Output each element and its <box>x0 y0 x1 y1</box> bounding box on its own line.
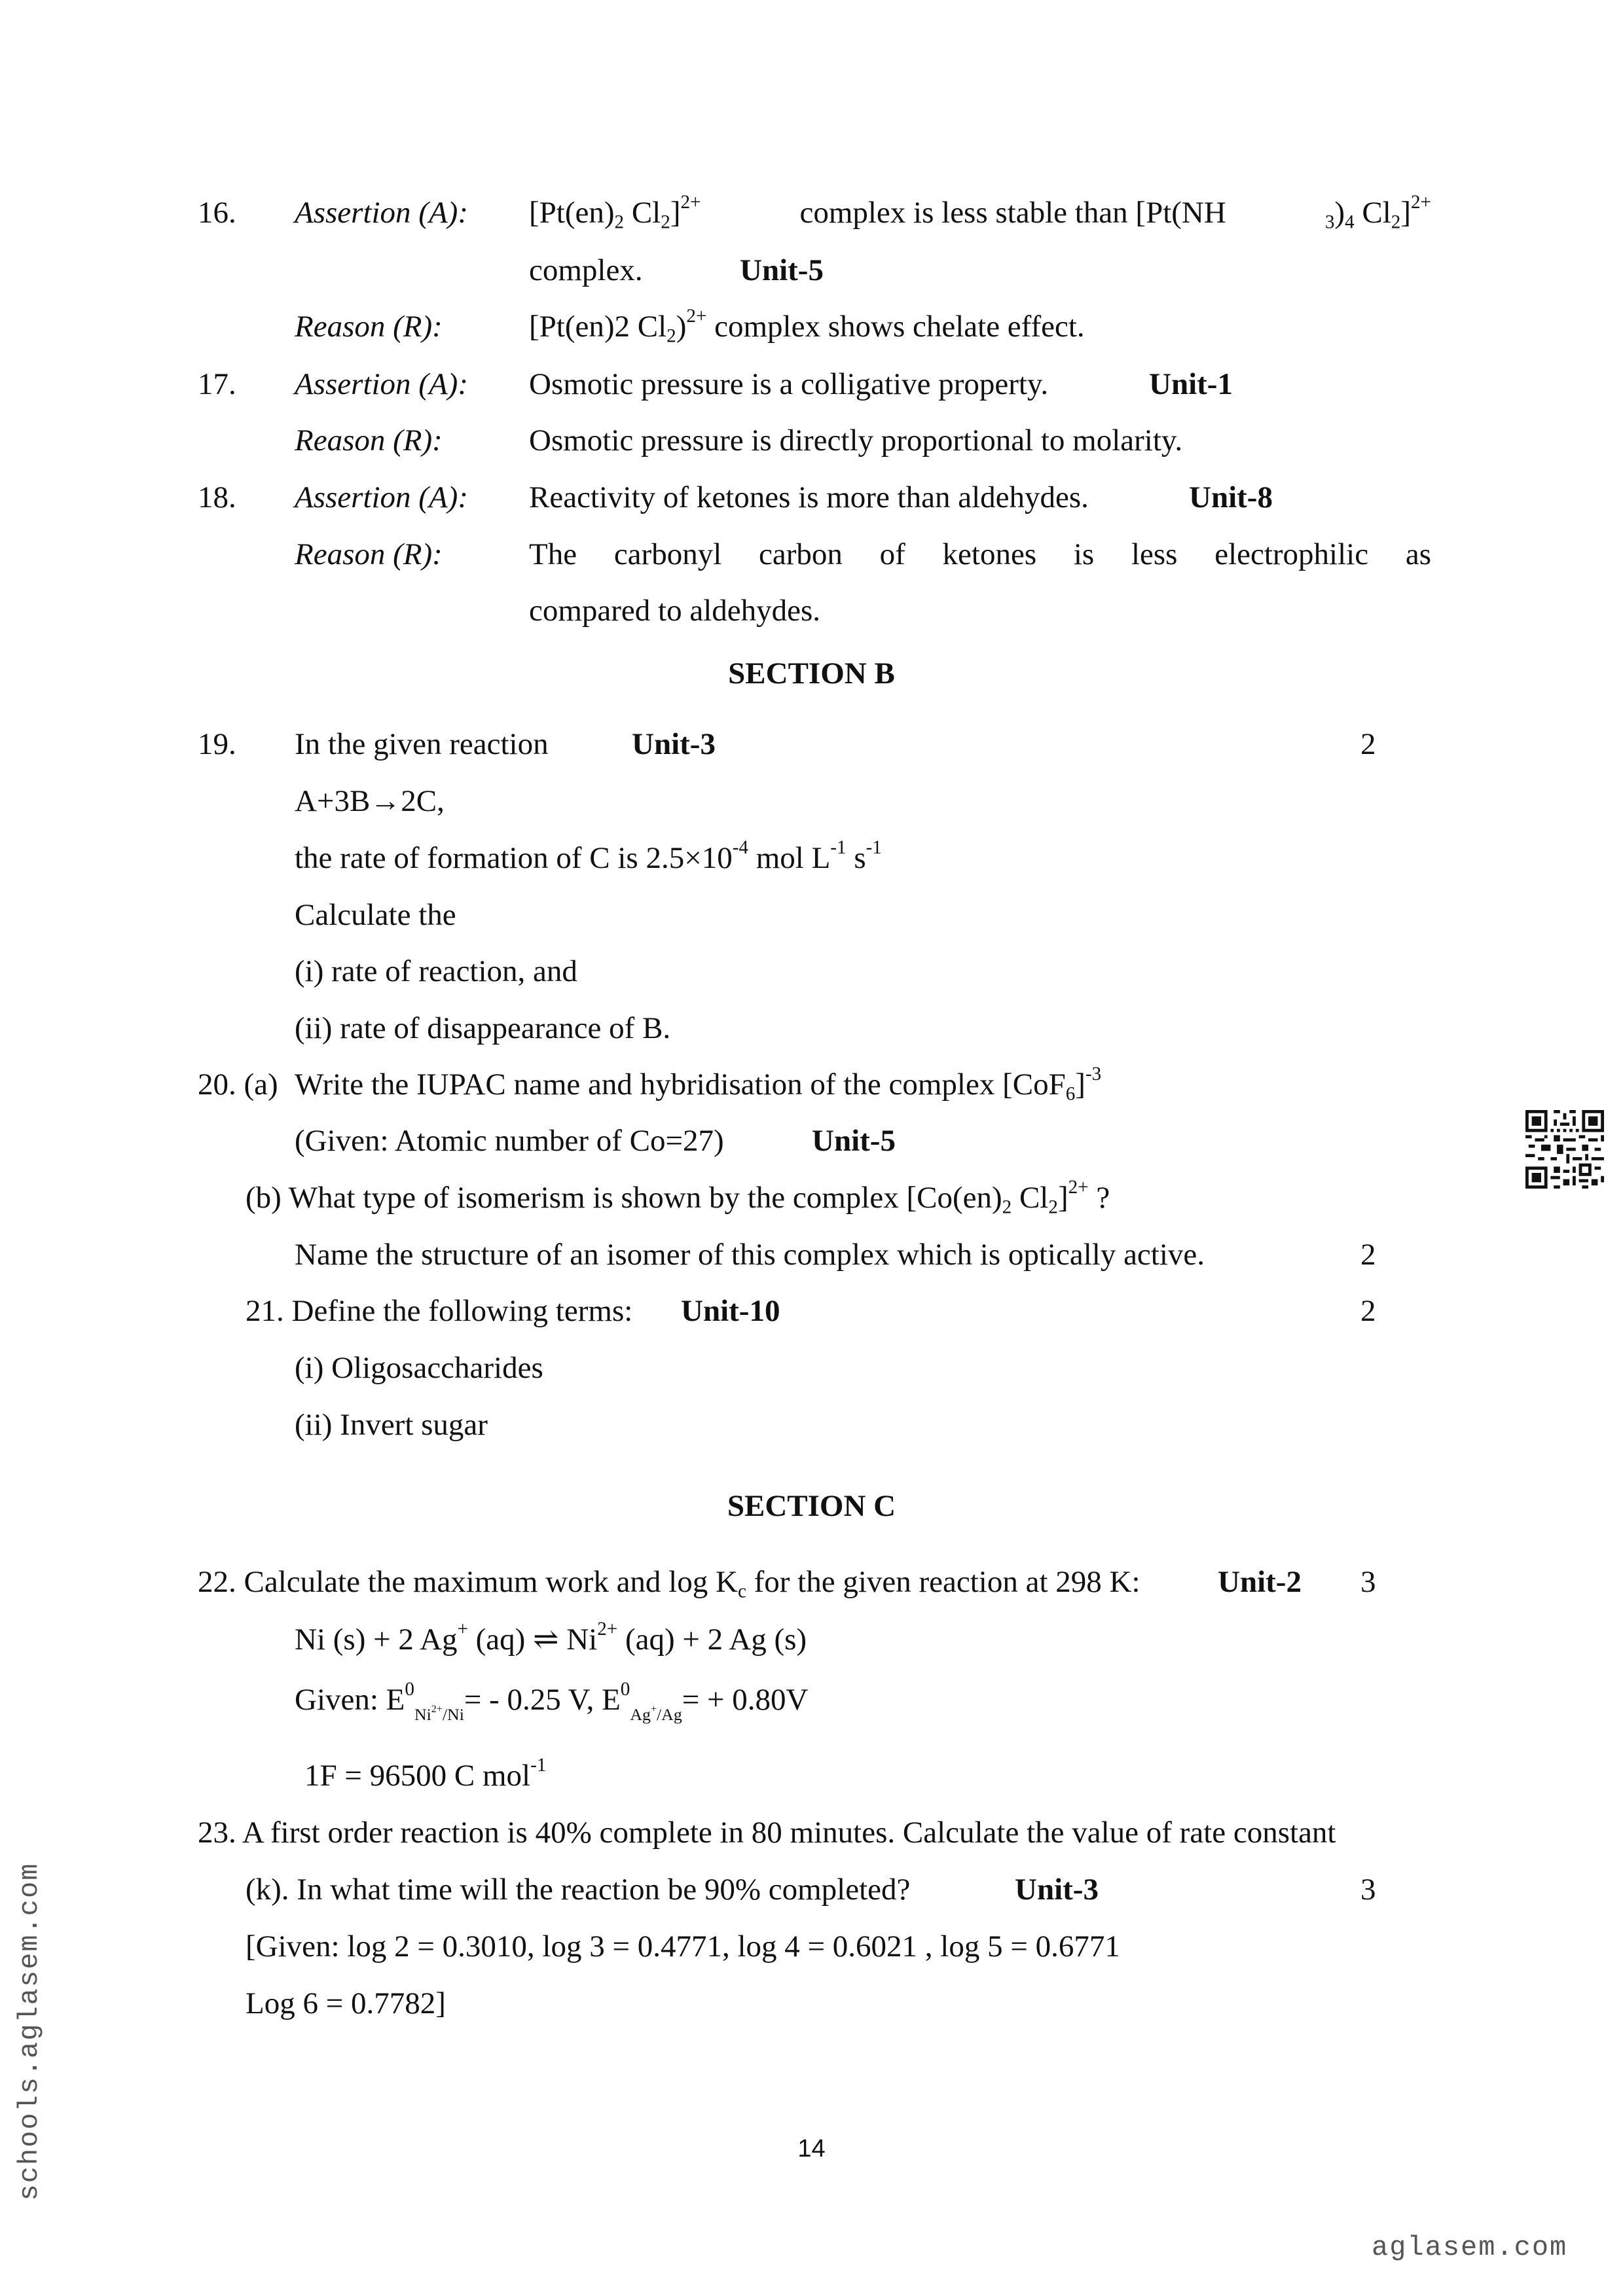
q18-reason-line1: The carbonyl carbon of ketones is less electrophilic as <box>529 537 1431 571</box>
q18-reason-line2: compared to aldehydes. <box>529 594 821 628</box>
q23-unit: Unit-3 <box>1015 1873 1099 1907</box>
q16-assertion-line2: complex. <box>529 253 643 287</box>
q23-marks: 3 <box>1360 1873 1376 1907</box>
q20-part-a: Write the IUPAC name and hybridisation of the complex $[CoF_6]^{-3}$ <box>295 1064 1102 1105</box>
q17-unit: Unit-1 <box>1149 367 1233 401</box>
q17-number: 17. <box>198 367 236 401</box>
q21-unit: Unit-10 <box>681 1294 780 1328</box>
q23-given-cont: Log 6 = 0.7782] <box>246 1986 446 2020</box>
q16-unit: Unit-5 <box>740 253 824 287</box>
q16-assertion-line1: [$Pt(en)_2$ $Cl_2]^{2+}$ complex is less stable than [Pt(NH $_3)_4$ $Cl_2]^{2+}$ <box>529 192 1431 233</box>
q21-marks: 2 <box>1360 1294 1376 1328</box>
q22-unit: Unit-2 <box>1218 1565 1302 1599</box>
q20-part-b: (b) What type of isomerism is shown by the complex [$Co(en)_2$ $Cl_2]^{2+}$ ? <box>246 1177 1110 1218</box>
q19-intro: In the given reaction <box>295 727 549 761</box>
q23-given: [Given: log 2 = 0.3010, log 3 = 0.4771, log 4 = 0.6021 , log 5 = 0.6771 <box>246 1929 1120 1964</box>
q18-assertion-label: Assertion (A): <box>295 480 468 514</box>
q22-given: Given: $E^0_{Ni^{2+}/Ni}= - 0.25$ V, $E^0_{Ag^+/Ag}= + 0.80V$ <box>295 1679 809 1724</box>
q20-part-b-line2: Name the structure of an isomer of this complex which is optically active. <box>295 1238 1205 1272</box>
q18-reason-label: Reason (R): <box>295 537 443 571</box>
q17-assertion-label: Assertion (A): <box>295 367 468 401</box>
q20-given: (Given: Atomic number of Co=27) <box>295 1124 724 1158</box>
q16-number: 16. <box>198 196 236 230</box>
q18-assertion: Reactivity of ketones is more than aldehydes. <box>529 480 1089 514</box>
q17-reason-label: Reason (R): <box>295 423 443 457</box>
q19-part-i: (i) rate of reaction, and <box>295 954 577 988</box>
q19-equation: A+3B→2C, <box>295 784 445 818</box>
q23-line1: 23. A first order reaction is 40% complete in 80 minutes. Calculate the value of rate constant <box>198 1816 1336 1850</box>
q16-reason: [Pt(en)2 $Cl_2)^{2+}$ complex shows chelate effect. <box>529 306 1085 347</box>
q22-text: 22. Calculate the maximum work and $\log K_c$ for the given reaction at 298 K: <box>198 1565 1140 1602</box>
q17-assertion: Osmotic pressure is a colligative property. <box>529 367 1049 401</box>
q22-faraday: 1F = 96500 C mol$^{-1}$ <box>304 1755 547 1793</box>
side-watermark[interactable]: schools.aglasem.com <box>14 1862 45 2201</box>
q18-number: 18. <box>198 480 236 514</box>
q20-number: 20. (a) <box>198 1067 278 1102</box>
q19-unit: Unit-3 <box>632 727 716 761</box>
q21-part-ii: (ii) Invert sugar <box>295 1408 488 1442</box>
q19-part-ii: (ii) rate of disappearance of B. <box>295 1011 671 1045</box>
page-number: 14 <box>797 2135 826 2162</box>
q22-equation: Ni (s) + 2 Ag+ (aq) ⇌ $Ni^{2+}$ (aq) + 2 Ag (s) <box>295 1619 807 1657</box>
q21-text: 21. Define the following terms: <box>246 1294 633 1328</box>
qr-code <box>1525 1110 1604 1189</box>
q16-reason-label: Reason (R): <box>295 310 443 344</box>
q19-marks: 2 <box>1360 727 1376 761</box>
q17-reason: Osmotic pressure is directly proportional to molarity. <box>529 423 1183 457</box>
q16-assertion-label: Assertion (A): <box>295 196 468 230</box>
q19-calc: Calculate the <box>295 898 456 932</box>
section-c-heading: SECTION C <box>727 1489 896 1523</box>
q22-marks: 3 <box>1360 1565 1376 1599</box>
q18-unit: Unit-8 <box>1189 480 1273 514</box>
corner-watermark[interactable]: aglasem.com <box>1372 2232 1568 2263</box>
q20-unit: Unit-5 <box>812 1124 896 1158</box>
q20-marks: 2 <box>1360 1238 1376 1272</box>
q21-part-i: (i) Oligosaccharides <box>295 1351 543 1385</box>
section-b-heading: SECTION B <box>728 656 895 691</box>
q19-rate: the rate of formation of C is $2.5\times 10^{-4}$ mol $L^{-1}$ $s^{-1}$ <box>295 837 882 875</box>
q19-number: 19. <box>198 727 236 761</box>
q23-line2: (k). In what time will the reaction be 90% completed? <box>246 1873 911 1907</box>
